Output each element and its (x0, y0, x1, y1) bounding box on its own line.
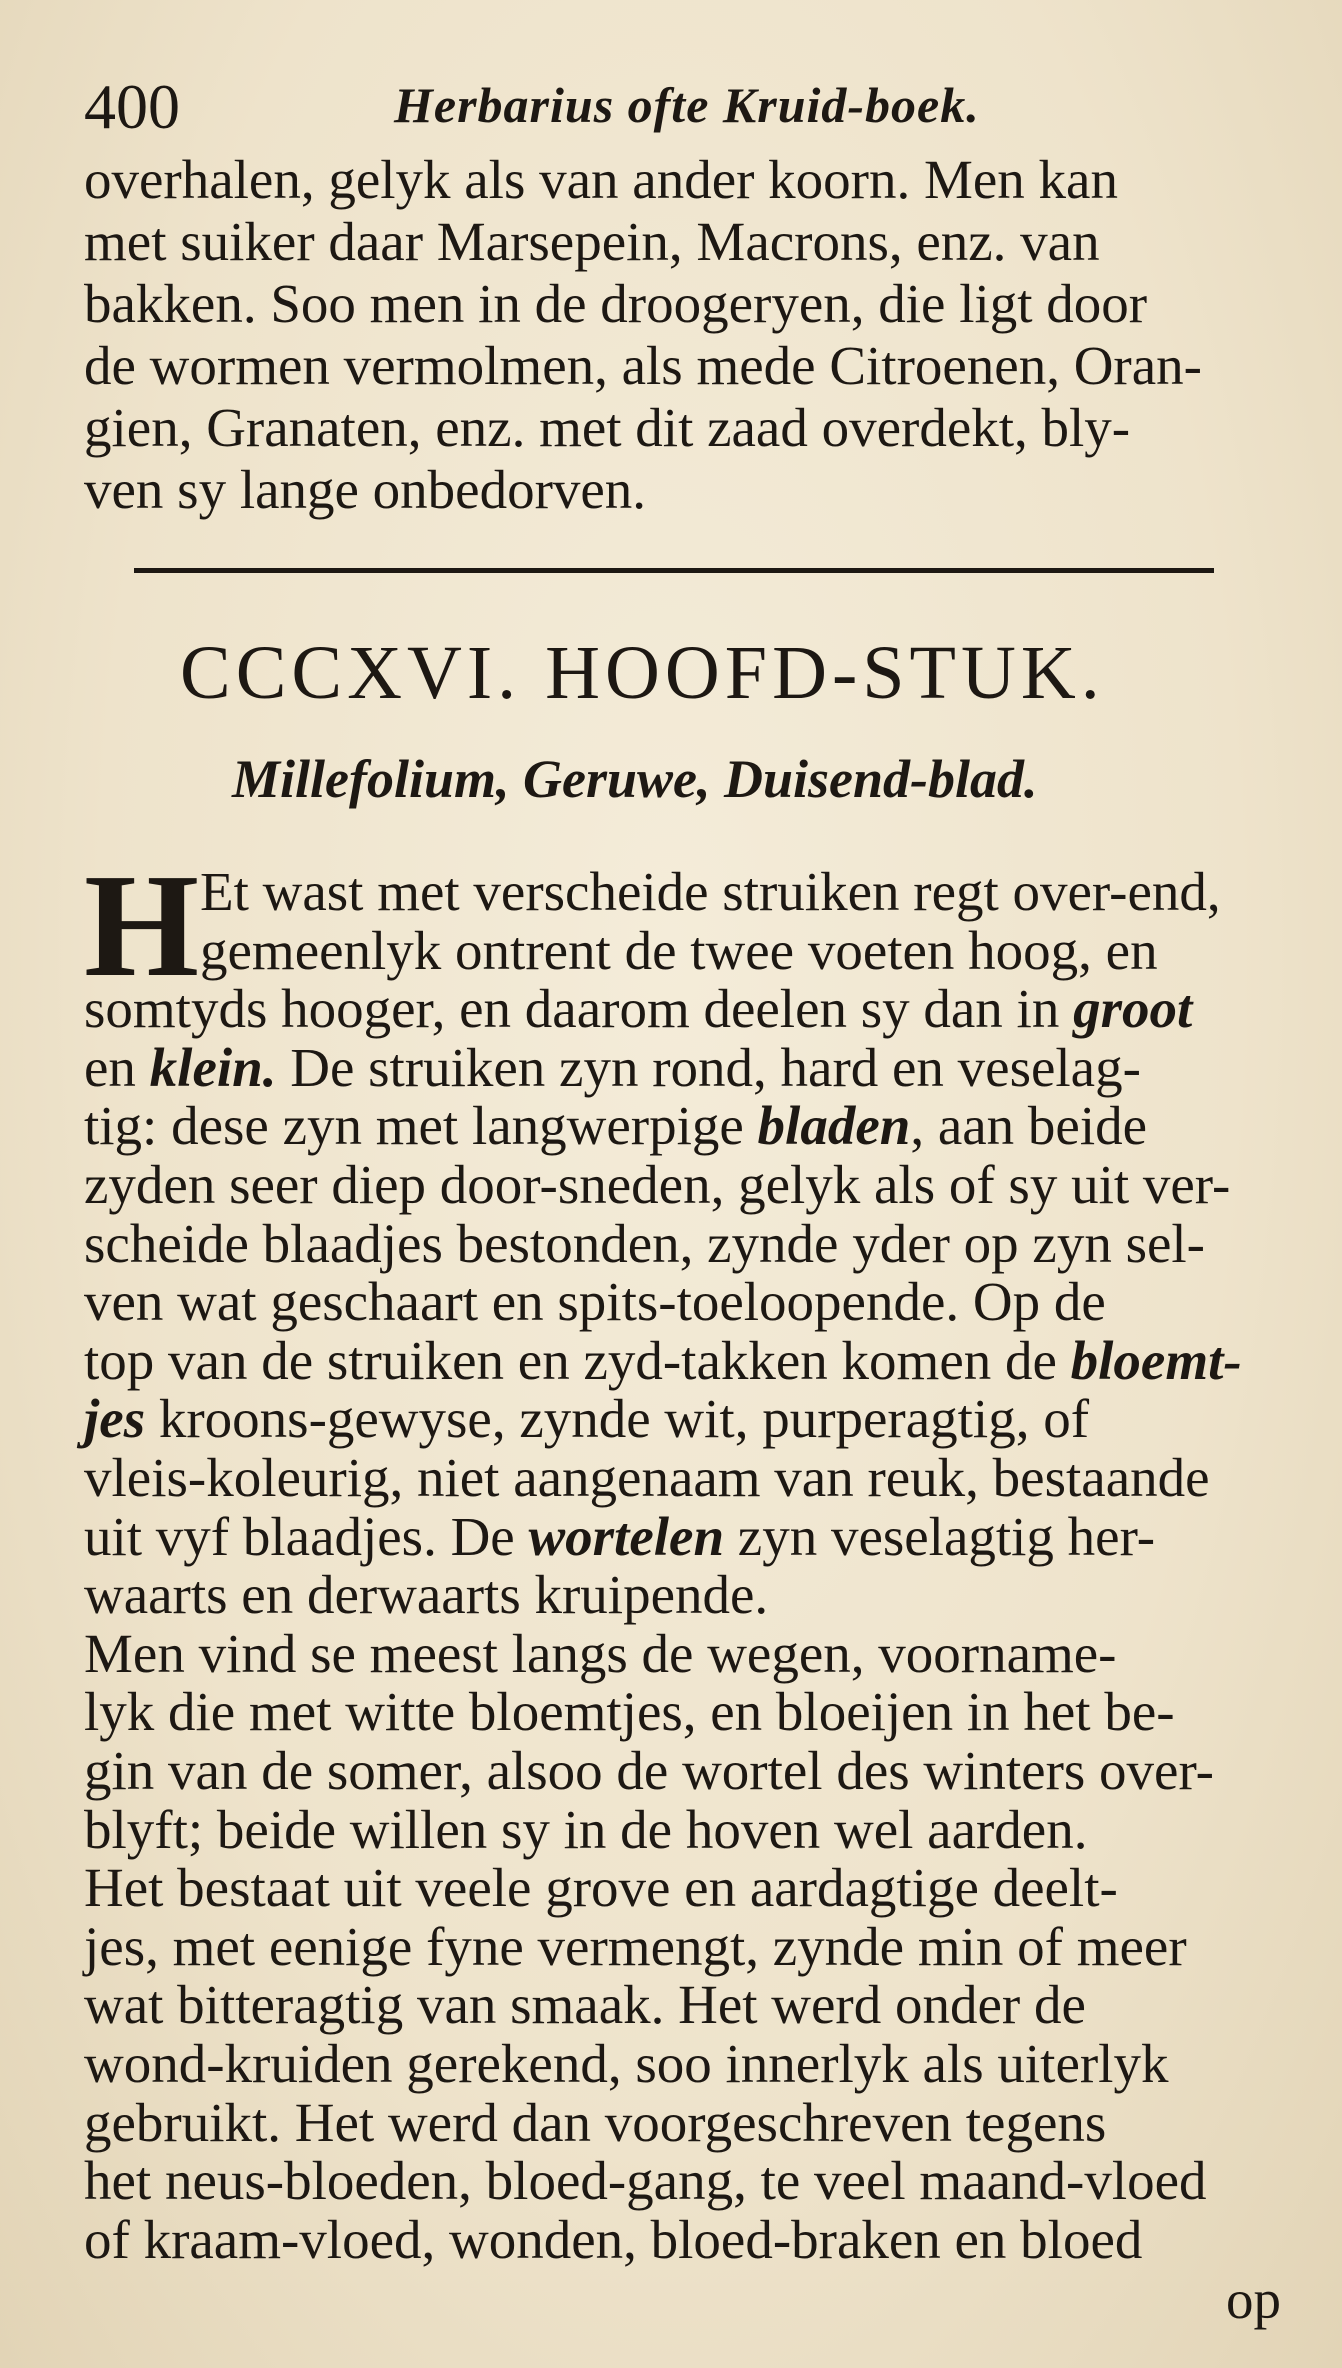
text-line: vleis-koleurig, niet aangenaam van reuk, bestaande (84, 1447, 1210, 1508)
text-line: somtyds hooger, en daarom deelen sy dan in groot (84, 978, 1193, 1040)
text-line: scheide blaadjes bestonden, zynde yder op zyn sel- (84, 1212, 1206, 1274)
text-line: Men vind se meest langs de wegen, voorname- (84, 1622, 1117, 1684)
text-line: en klein. De struiken zyn rond, hard en veselag- (84, 1036, 1141, 1098)
text-line: gien, Granaten, enz. met dit zaad overdekt, bly- (84, 397, 1131, 458)
text-line: tig: dese zyn met langwerpige bladen, aan beide (84, 1095, 1148, 1157)
chapter-heading: CCCXVI. HOOFD-STUK. (180, 631, 1105, 715)
section-divider (134, 568, 1214, 573)
text-line: met suiker daar Marsepein, Macrons, enz. van (84, 211, 1100, 272)
text-line: gebruikt. Het werd dan voorgeschreven tegens (84, 2091, 1107, 2153)
text-line: jes, met eenige fyne vermengt, zynde min of meer (84, 1915, 1187, 1977)
text-line: lyk die met witte bloemtjes, en bloeijen in het be- (84, 1681, 1175, 1743)
running-head (84, 70, 1284, 150)
running-title: Herbarius ofte Kruid-boek. (394, 77, 980, 133)
text-line: Het bestaat uit veele grove en aardagtige deelt- (84, 1857, 1118, 1919)
chapter-subtitle: Millefolium, Geruwe, Duisend-blad. (232, 749, 1038, 809)
text-line: bakken. Soo men in de droogeryen, die ligt door (84, 273, 1148, 334)
text-line: het neus-bloeden, bloed-gang, te veel maand-vloed (84, 2150, 1207, 2212)
text-line: gin van de somer, alsoo de wortel des winters over- (84, 1740, 1214, 1801)
text-line: Et wast met verscheide struiken regt over-end, (200, 861, 1221, 922)
text-line: wat bitteragtig van smaak. Het werd onder de (84, 1974, 1086, 2036)
text-line: ven wat geschaart en spits-toeloopende. Op de (84, 1271, 1106, 1333)
text-line: overhalen, gelyk als van ander koorn. Men kan (84, 149, 1118, 210)
drop-cap: H (84, 844, 200, 1008)
text-line: of kraam-vloed, wonden, bloed-braken en bloed (84, 2208, 1143, 2270)
text-line: zyden seer diep door-sneden, gelyk als of sy uit ver- (84, 1154, 1231, 1215)
text-line: gemeenlyk ontrent de twee voeten hoog, en (200, 919, 1158, 981)
text-line: jes kroons-gewyse, zynde wit, purperagtig, of (84, 1388, 1090, 1450)
text-line: de wormen vermolmen, als mede Citroenen, Oran- (84, 335, 1202, 396)
text-line: uit vyf blaadjes. De wortelen zyn veselagtig her- (84, 1505, 1156, 1567)
text-line: top van de struiken en zyd-takken komen de bloemt- (84, 1329, 1242, 1391)
text-line: blyft; beide willen sy in de hoven wel aarden. (84, 1798, 1088, 1860)
text-line: ven sy lange onbedorven. (84, 459, 647, 520)
text-line: waarts en derwaarts kruipende. (84, 1564, 769, 1626)
page-number: 400 (84, 71, 180, 142)
catchword: op (1226, 2269, 1281, 2330)
text-line: wond-kruiden gerekend, soo innerlyk als uiterlyk (84, 2033, 1169, 2094)
